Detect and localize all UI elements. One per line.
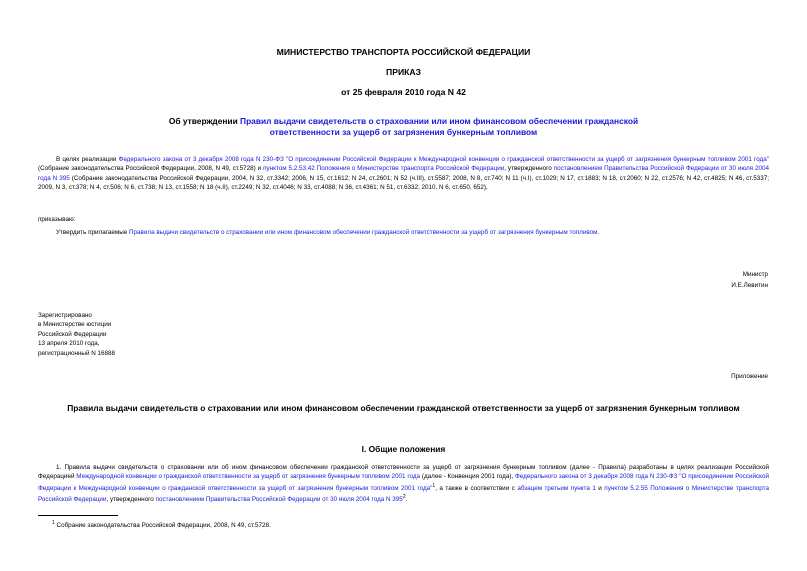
section-heading: I. Общие положения: [361, 444, 446, 454]
federal-law-link[interactable]: Федерального закона от 3 декабря 2008 года N 230-ФЗ "О присоединении Российской Федерации к Международной конвенции о гражданской ответственности за ущерб от загрязнения бункерным топливом 2001 года": [118, 156, 769, 163]
footnote-text: Собрание законодательства Российской Федерации, 2008, N 49, ст.5728.: [54, 522, 271, 530]
clause-5-2-55-link[interactable]: пунктом 5.2.55 Положения о Министерстве транспорта Российской Федерации: [38, 484, 769, 504]
approval-text-2: .: [597, 229, 600, 236]
registration-line: регистрационный N 16888: [38, 349, 116, 357]
signature-position: Министр: [742, 271, 768, 278]
title-rules-link[interactable]: Правил выдачи свидетельств о страховании или ином финансовом обеспечении гражданской ответственности за ущерб от загрязнения бункерным топливом: [240, 116, 639, 137]
order-word: приказываю:: [38, 216, 76, 223]
section-text-5: и: [595, 484, 605, 492]
registration-line: 13 апреля 2010 года,: [38, 340, 100, 348]
preamble-text-1: В целях реализации: [56, 156, 119, 163]
appendix-label: Приложение: [731, 373, 768, 380]
preamble-text-4: (Собрание законодательства Российской Федерации, 2004, N 32, ст.3342; 2006, N 15, ст.1612; N 24, ст.2601; N 52 (ч.III), ст.5587; 2008, N 8, ст.740; N 11 (ч.I), ст.1029; N 17, ст.1883; N 18, ст.2060; N 22, ст.2576; N 42, ст.4825; N 46, ст.5337; 2009, N 3, ст.378; N 4, ст.506; N 6, ст.738; N 13, ст.1558; N 18 (ч.II), ст.2249; N 32, ст.4046; N 33, ст.4088; N 36, ст.4361; N 51, ст.6332; 2010, N 6, ст.650, 652),: [38, 174, 769, 192]
document-date-number: от 25 февраля 2010 года N 42: [341, 87, 466, 97]
paragraph-three-link[interactable]: абзацем третьим: [517, 484, 569, 492]
section-text-7: .: [405, 496, 408, 504]
government-decree-link-2[interactable]: постановлением Правительства Российской Федерации от 30 июля 2004 года N 395: [155, 496, 403, 504]
section-text-3: , а также в соответствии с: [435, 484, 518, 492]
registration-block: [38, 311, 115, 358]
footnote-ref-1[interactable]: 1: [432, 482, 436, 489]
title-prefix: Об утверждении: [168, 116, 241, 126]
document-title: [160, 116, 647, 138]
signature-name: И.Е.Левитин: [731, 282, 768, 289]
footnote-mark: 1: [52, 520, 55, 526]
footnote-divider: [38, 515, 118, 516]
approval-paragraph: [56, 228, 769, 237]
footnote-ref-2[interactable]: 2: [402, 494, 406, 501]
section-paragraph-1: [38, 463, 769, 505]
ministry-heading: МИНИСТЕРСТВО ТРАНСПОРТА РОССИЙСКОЙ ФЕДЕРАЦИИ: [276, 47, 531, 57]
clause-1-link[interactable]: пункта 1: [570, 484, 596, 492]
preamble-text-2: (Собрание законодательства Российской Федерации, 2008, N 49, ст.5728) и: [38, 165, 264, 173]
section-text-6: , утвержденного: [106, 496, 156, 504]
registration-line: Зарегистрировано: [38, 312, 92, 319]
convention-link[interactable]: Международной конвенции о гражданской ответственности за ущерб от загрязнения бункерным топливом 2001 года: [76, 473, 421, 481]
footnote: [52, 519, 271, 531]
preamble-text-3: , утвержденного: [504, 165, 554, 173]
registration-line: в Министерстве юстиции: [38, 321, 112, 329]
preamble-paragraph: [38, 155, 769, 193]
approval-text-1: Утвердить прилагаемые: [56, 229, 129, 236]
section-text-1: 1. Правила выдачи свидетельств о страховании или об ином финансовом обеспечении гражданской ответственности за ущерб от загрязнения бункерным топливом (далее - Правила) разработаны в целях реализации Российской Федерацией: [38, 464, 769, 481]
regulation-clause-link[interactable]: пунктом 5.2.53.42 Положения о Министерстве транспорта Российской Федерации: [263, 165, 505, 173]
appendix-title: Правила выдачи свидетельств о страховании или ином финансовом обеспечении гражданской ответственности за ущерб от загрязнения бункерным топливом: [67, 403, 740, 413]
document-type: ПРИКАЗ: [386, 67, 421, 77]
federal-law-link-2[interactable]: Федерального закона от 3 декабря 2008 года N 230-ФЗ "О присоединении Российской Федерации к Международной конвенции о гражданской ответственности за ущерб от загрязнения бункерным топливом 2001 года": [38, 473, 769, 492]
registration-line: Российской Федерации: [38, 330, 107, 338]
government-decree-link[interactable]: постановлением Правительства Российской Федерации от 30 июля 2004 года N 395: [38, 165, 769, 182]
section-text-2: (далее - Конвенция 2001 года),: [420, 473, 516, 481]
approved-rules-link[interactable]: Правила выдачи свидетельств о страховании или ином финансовом обеспечении гражданской ответственности за ущерб от загрязнения бункерным топливом: [129, 229, 598, 236]
